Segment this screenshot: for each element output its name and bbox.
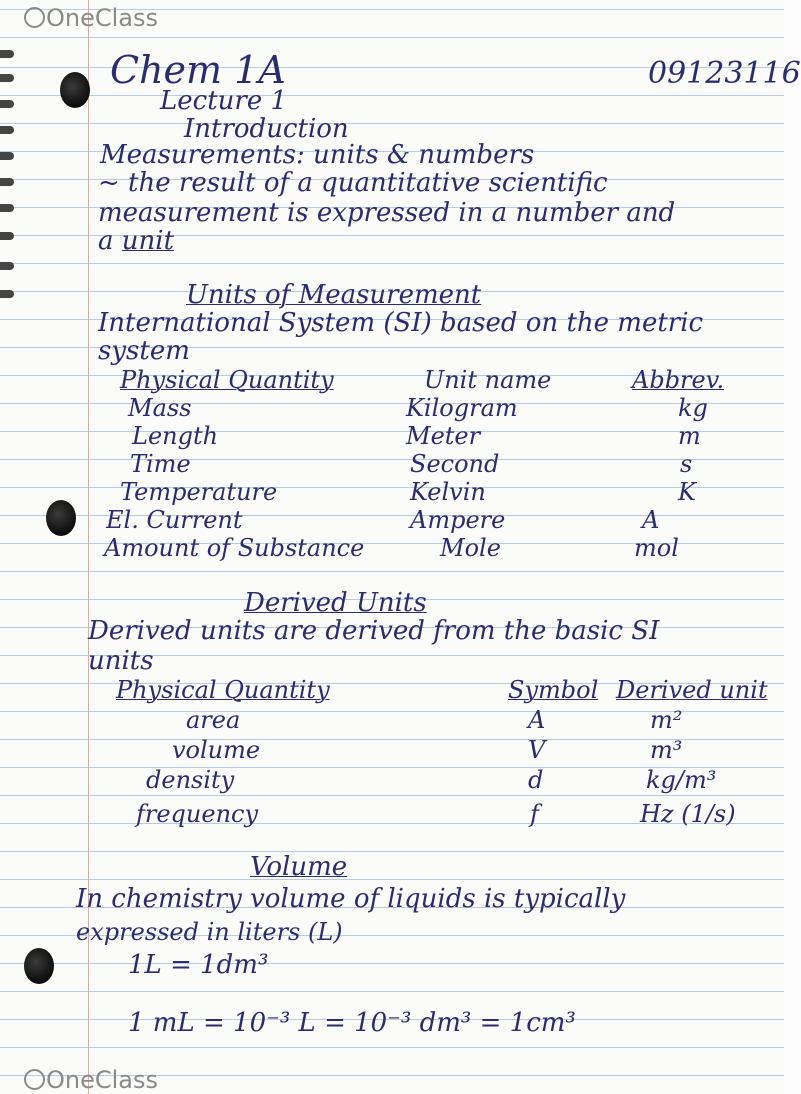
spiral-ring	[0, 126, 14, 134]
derived-row-symbol: A	[528, 706, 546, 734]
volume-equation-2: 1 mL = 10⁻³ L = 10⁻³ dm³ = 1cm³	[128, 1008, 576, 1038]
units-row-abbrev: m	[678, 422, 701, 450]
punch-hole	[24, 948, 54, 984]
derived-col-quantity: Physical Quantity	[116, 676, 330, 704]
units-row-unit: Kelvin	[410, 478, 486, 506]
units-row-unit: Second	[410, 450, 500, 478]
units-row-quantity: El. Current	[106, 506, 243, 534]
derived-row-unit: kg/m³	[646, 766, 717, 794]
volume-desc-line-2: expressed in liters (L)	[76, 918, 343, 946]
volume-desc-line-1: In chemistry volume of liquids is typically	[76, 884, 626, 914]
spiral-ring	[0, 204, 14, 212]
derived-row-unit: m³	[650, 736, 683, 764]
derived-row-unit: Hz (1/s)	[640, 800, 736, 828]
units-row-abbrev: s	[680, 450, 693, 478]
logo-ring-icon	[24, 1069, 45, 1090]
derived-row-quantity: area	[186, 706, 241, 734]
derived-row-quantity: density	[146, 766, 235, 794]
intro-line-3: a unit	[98, 226, 175, 256]
units-row-unit: Ampere	[410, 506, 506, 534]
units-row-unit: Kilogram	[406, 394, 518, 422]
units-col-abbrev: Abbrev.	[632, 366, 725, 394]
spiral-ring	[0, 100, 14, 108]
derived-desc-line-2: units	[88, 646, 154, 676]
intro-line-2: measurement is expressed in a number and	[98, 198, 676, 228]
spiral-ring	[0, 50, 14, 58]
derived-row-symbol: f	[530, 800, 539, 828]
spiral-ring	[0, 232, 14, 240]
units-col-unit-name: Unit name	[424, 366, 552, 394]
derived-col-symbol: Symbol	[508, 676, 599, 704]
units-section-title: Units of Measurement	[186, 280, 482, 310]
derived-row-symbol: V	[528, 736, 546, 764]
units-row-abbrev: K	[678, 478, 696, 506]
oneclass-logo-bottom: OneClass	[24, 1066, 158, 1094]
spiral-ring	[0, 290, 14, 298]
derived-section-title: Derived Units	[244, 588, 427, 618]
spiral-ring	[0, 152, 14, 160]
oneclass-logo-top: OneClass	[24, 4, 158, 32]
lecture-date: 09123116	[648, 56, 801, 91]
derived-row-quantity: volume	[172, 736, 261, 764]
units-col-quantity: Physical Quantity	[120, 366, 334, 394]
units-row-quantity: Time	[130, 450, 191, 478]
units-row-quantity: Length	[132, 422, 219, 450]
units-desc-line-2: system	[98, 336, 190, 366]
lecture-number: Lecture 1	[160, 86, 288, 116]
logo-ring-icon	[24, 7, 45, 28]
derived-row-unit: m²	[650, 706, 683, 734]
spiral-ring	[0, 74, 14, 82]
units-row-abbrev: A	[642, 506, 660, 534]
derived-desc-line-1: Derived units are derived from the basic SI	[88, 616, 660, 646]
intro-line-1: ~ the result of a quantitative scientific	[98, 168, 608, 198]
volume-equation-1: 1L = 1dm³	[128, 950, 269, 980]
spiral-ring	[0, 178, 14, 186]
course-title: Chem 1A	[110, 48, 286, 92]
units-row-quantity: Mass	[128, 394, 192, 422]
units-row-quantity: Temperature	[120, 478, 278, 506]
units-row-quantity: Amount of Substance	[104, 534, 365, 562]
punch-hole	[60, 72, 90, 108]
derived-col-unit: Derived unit	[616, 676, 768, 704]
units-row-unit: Mole	[440, 534, 501, 562]
spiral-ring	[0, 262, 14, 270]
units-row-unit: Meter	[406, 422, 481, 450]
derived-row-quantity: frequency	[136, 800, 259, 828]
derived-row-symbol: d	[528, 766, 544, 794]
intro-heading: Measurements: units & numbers	[100, 140, 535, 170]
lecture-topic: Introduction	[184, 114, 349, 144]
units-row-abbrev: kg	[678, 394, 708, 422]
volume-section-title: Volume	[250, 852, 348, 882]
units-desc-line-1: International System (SI) based on the metric	[98, 308, 704, 338]
units-row-abbrev: mol	[634, 534, 679, 562]
punch-hole	[46, 500, 76, 536]
